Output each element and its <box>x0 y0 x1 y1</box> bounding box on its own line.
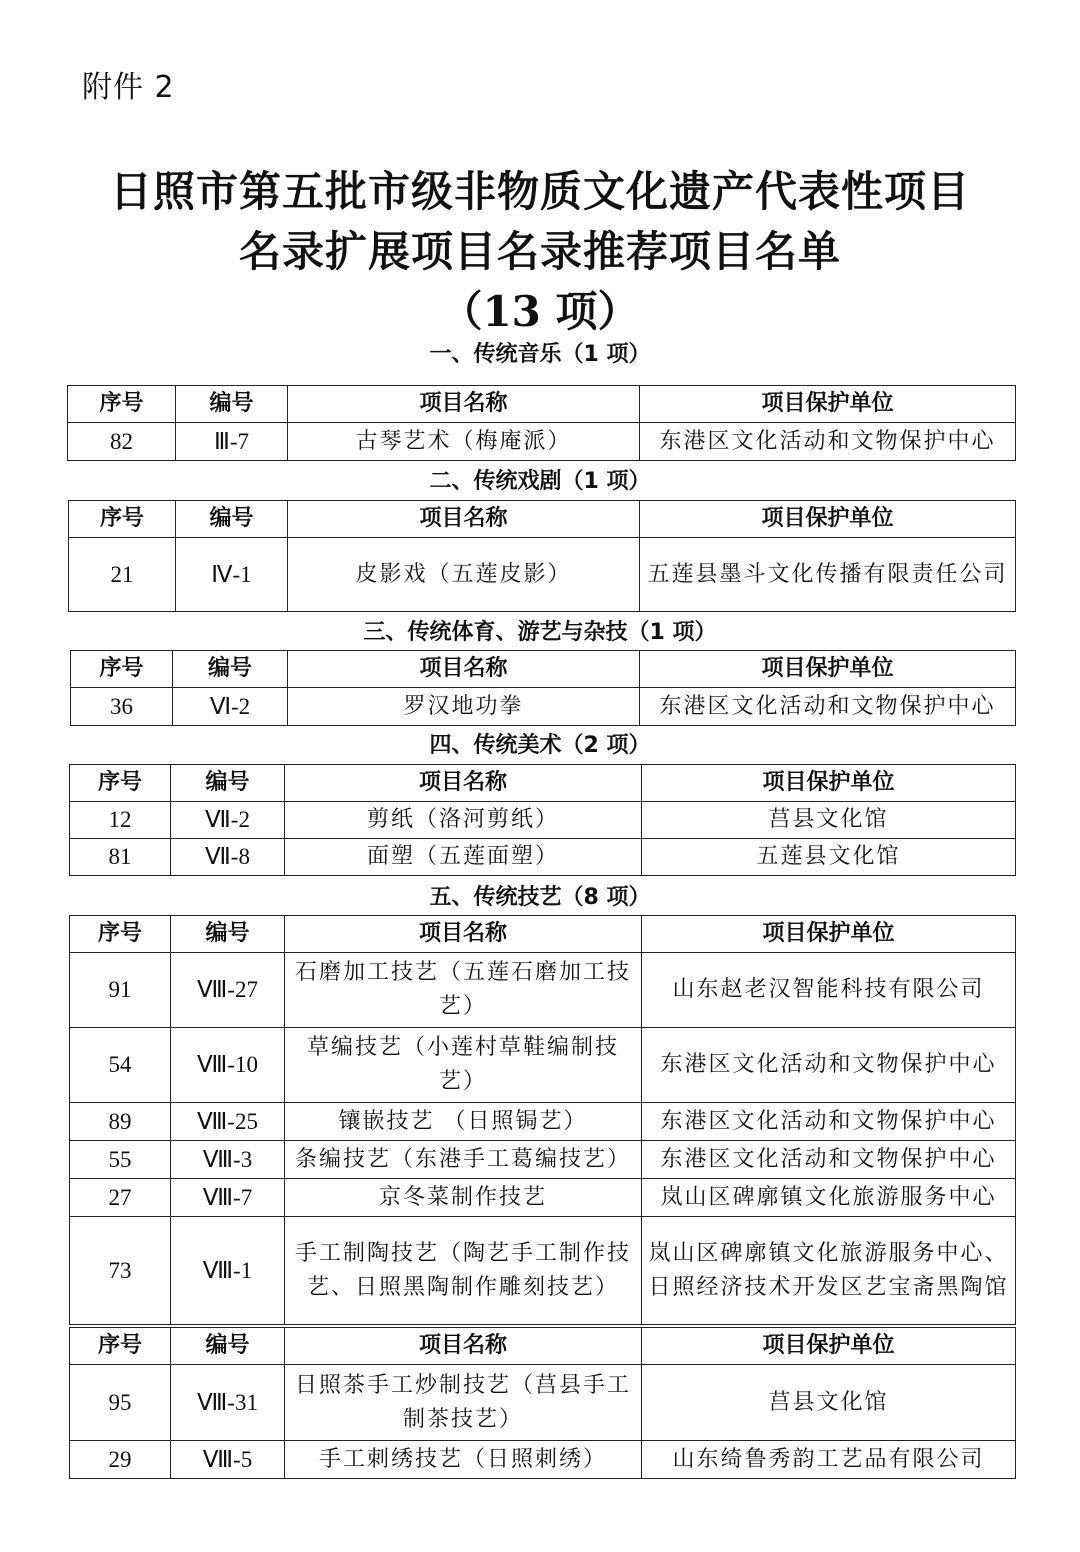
cell-name: 日照茶手工炒制技艺（莒县手工制茶技艺） <box>285 1365 642 1441</box>
cell-name: 面塑（五莲面塑） <box>285 839 642 876</box>
table-header-row <box>70 1328 1016 1365</box>
table-header-row <box>69 501 1016 538</box>
cell-name: 剪纸（洛河剪纸） <box>285 802 642 839</box>
table-music <box>67 385 1016 461</box>
cell-seq: 12 <box>70 802 171 839</box>
cell-code: Ⅷ-27 <box>171 953 285 1028</box>
table-header-row <box>70 765 1016 802</box>
cell-unit: 东港区文化活动和文物保护中心 <box>640 423 1016 461</box>
cell-seq: 91 <box>70 953 171 1028</box>
title-line-1: 日照市第五批市级非物质文化遗产代表性项目 <box>109 167 970 216</box>
table-header-row <box>68 386 1016 423</box>
header-unit: 项目保护单位 <box>640 386 1016 423</box>
attachment-label: 附件 2 <box>82 70 175 105</box>
cell-seq: 95 <box>70 1365 171 1441</box>
section-heading-music: 一、传统音乐（1 项） <box>429 342 651 367</box>
header-name: 项目名称 <box>288 501 640 538</box>
title-line-2: 名录扩展项目名录推荐项目名单 <box>238 227 841 276</box>
header-name: 项目名称 <box>285 765 642 802</box>
header-code: 编号 <box>171 765 285 802</box>
table-row <box>70 1179 1016 1217</box>
table-row <box>70 802 1016 839</box>
cell-unit: 东港区文化活动和文物保护中心 <box>640 688 1016 726</box>
header-seq: 序号 <box>70 765 171 802</box>
cell-seq: 36 <box>71 688 173 726</box>
table-row <box>70 1217 1016 1325</box>
section-heading-crafts: 五、传统技艺（8 项） <box>429 885 651 910</box>
header-name: 项目名称 <box>285 1328 642 1365</box>
cell-code: Ⅵ-2 <box>173 688 288 726</box>
header-seq: 序号 <box>70 1328 171 1365</box>
cell-unit: 山东绮鲁秀韵工艺品有限公司 <box>642 1441 1016 1479</box>
section-heading-sports: 三、传统体育、游艺与杂技（1 项） <box>363 620 717 645</box>
cell-unit: 山东赵老汉智能科技有限公司 <box>642 953 1016 1028</box>
cell-name: 石磨加工技艺（五莲石磨加工技艺） <box>285 953 642 1028</box>
cell-unit: 五莲县墨斗文化传播有限责任公司 <box>640 538 1016 612</box>
table-sports <box>70 650 1016 726</box>
cell-code: Ⅷ-7 <box>171 1179 285 1217</box>
header-seq: 序号 <box>68 386 176 423</box>
table-row <box>71 688 1016 726</box>
cell-unit: 岚山区碑廓镇文化旅游服务中心 <box>642 1179 1016 1217</box>
cell-unit: 五莲县文化馆 <box>642 839 1016 876</box>
cell-code: Ⅶ-8 <box>171 839 285 876</box>
section-heading-arts: 四、传统美术（2 项） <box>429 733 651 758</box>
table-row <box>70 1141 1016 1179</box>
header-code: 编号 <box>171 1328 285 1365</box>
cell-seq: 89 <box>70 1103 171 1141</box>
header-unit: 项目保护单位 <box>640 651 1016 688</box>
table-header-row <box>71 651 1016 688</box>
table-crafts-continued <box>69 1327 1016 1479</box>
cell-code: Ⅷ-10 <box>171 1028 285 1103</box>
table-row <box>70 1441 1016 1479</box>
cell-code: Ⅷ-5 <box>171 1441 285 1479</box>
cell-code: Ⅷ-3 <box>171 1141 285 1179</box>
header-seq: 序号 <box>71 651 173 688</box>
header-unit: 项目保护单位 <box>640 501 1016 538</box>
cell-code: Ⅷ-25 <box>171 1103 285 1141</box>
header-code: 编号 <box>176 501 288 538</box>
cell-name: 草编技艺（小莲村草鞋编制技艺） <box>285 1028 642 1103</box>
table-row <box>70 839 1016 876</box>
cell-seq: 82 <box>68 423 176 461</box>
header-name: 项目名称 <box>285 916 642 953</box>
header-name: 项目名称 <box>288 386 640 423</box>
cell-seq: 29 <box>70 1441 171 1479</box>
cell-seq: 73 <box>70 1217 171 1325</box>
cell-seq: 27 <box>70 1179 171 1217</box>
cell-seq: 55 <box>70 1141 171 1179</box>
title-line-3: （13 项） <box>440 287 640 336</box>
header-seq: 序号 <box>70 916 171 953</box>
cell-name: 镶嵌技艺 （日照锔艺） <box>285 1103 642 1141</box>
cell-unit: 莒县文化馆 <box>642 802 1016 839</box>
cell-name: 古琴艺术（梅庵派） <box>288 423 640 461</box>
cell-code: Ⅷ-1 <box>171 1217 285 1325</box>
header-code: 编号 <box>173 651 288 688</box>
table-crafts <box>69 915 1016 1325</box>
cell-code: Ⅶ-2 <box>171 802 285 839</box>
header-code: 编号 <box>176 386 288 423</box>
table-row <box>70 1365 1016 1441</box>
table-row <box>68 423 1016 461</box>
table-row <box>70 1103 1016 1141</box>
cell-name: 手工制陶技艺（陶艺手工制作技艺、日照黑陶制作雕刻技艺） <box>285 1217 642 1325</box>
table-row <box>70 953 1016 1028</box>
cell-seq: 54 <box>70 1028 171 1103</box>
header-unit: 项目保护单位 <box>642 1328 1016 1365</box>
cell-unit: 莒县文化馆 <box>642 1365 1016 1441</box>
table-row <box>69 538 1016 612</box>
cell-unit: 东港区文化活动和文物保护中心 <box>642 1028 1016 1103</box>
cell-seq: 81 <box>70 839 171 876</box>
cell-unit: 东港区文化活动和文物保护中心 <box>642 1103 1016 1141</box>
cell-name: 皮影戏（五莲皮影） <box>288 538 640 612</box>
cell-unit: 岚山区碑廓镇文化旅游服务中心、日照经济技术开发区艺宝斋黑陶馆 <box>642 1217 1016 1325</box>
table-arts <box>69 764 1016 876</box>
cell-seq: 21 <box>69 538 176 612</box>
header-seq: 序号 <box>69 501 176 538</box>
document-title <box>0 162 1080 342</box>
table-drama <box>68 500 1016 612</box>
cell-name: 手工刺绣技艺（日照刺绣） <box>285 1441 642 1479</box>
cell-code: Ⅷ-31 <box>171 1365 285 1441</box>
table-row <box>70 1028 1016 1103</box>
header-unit: 项目保护单位 <box>642 916 1016 953</box>
table-header-row <box>70 916 1016 953</box>
cell-name: 条编技艺（东港手工葛编技艺） <box>285 1141 642 1179</box>
header-unit: 项目保护单位 <box>642 765 1016 802</box>
cell-code: Ⅲ-7 <box>176 423 288 461</box>
header-name: 项目名称 <box>288 651 640 688</box>
header-code: 编号 <box>171 916 285 953</box>
section-heading-drama: 二、传统戏剧（1 项） <box>429 469 651 494</box>
cell-name: 京冬菜制作技艺 <box>285 1179 642 1217</box>
cell-code: Ⅳ-1 <box>176 538 288 612</box>
cell-name: 罗汉地功拳 <box>288 688 640 726</box>
cell-unit: 东港区文化活动和文物保护中心 <box>642 1141 1016 1179</box>
